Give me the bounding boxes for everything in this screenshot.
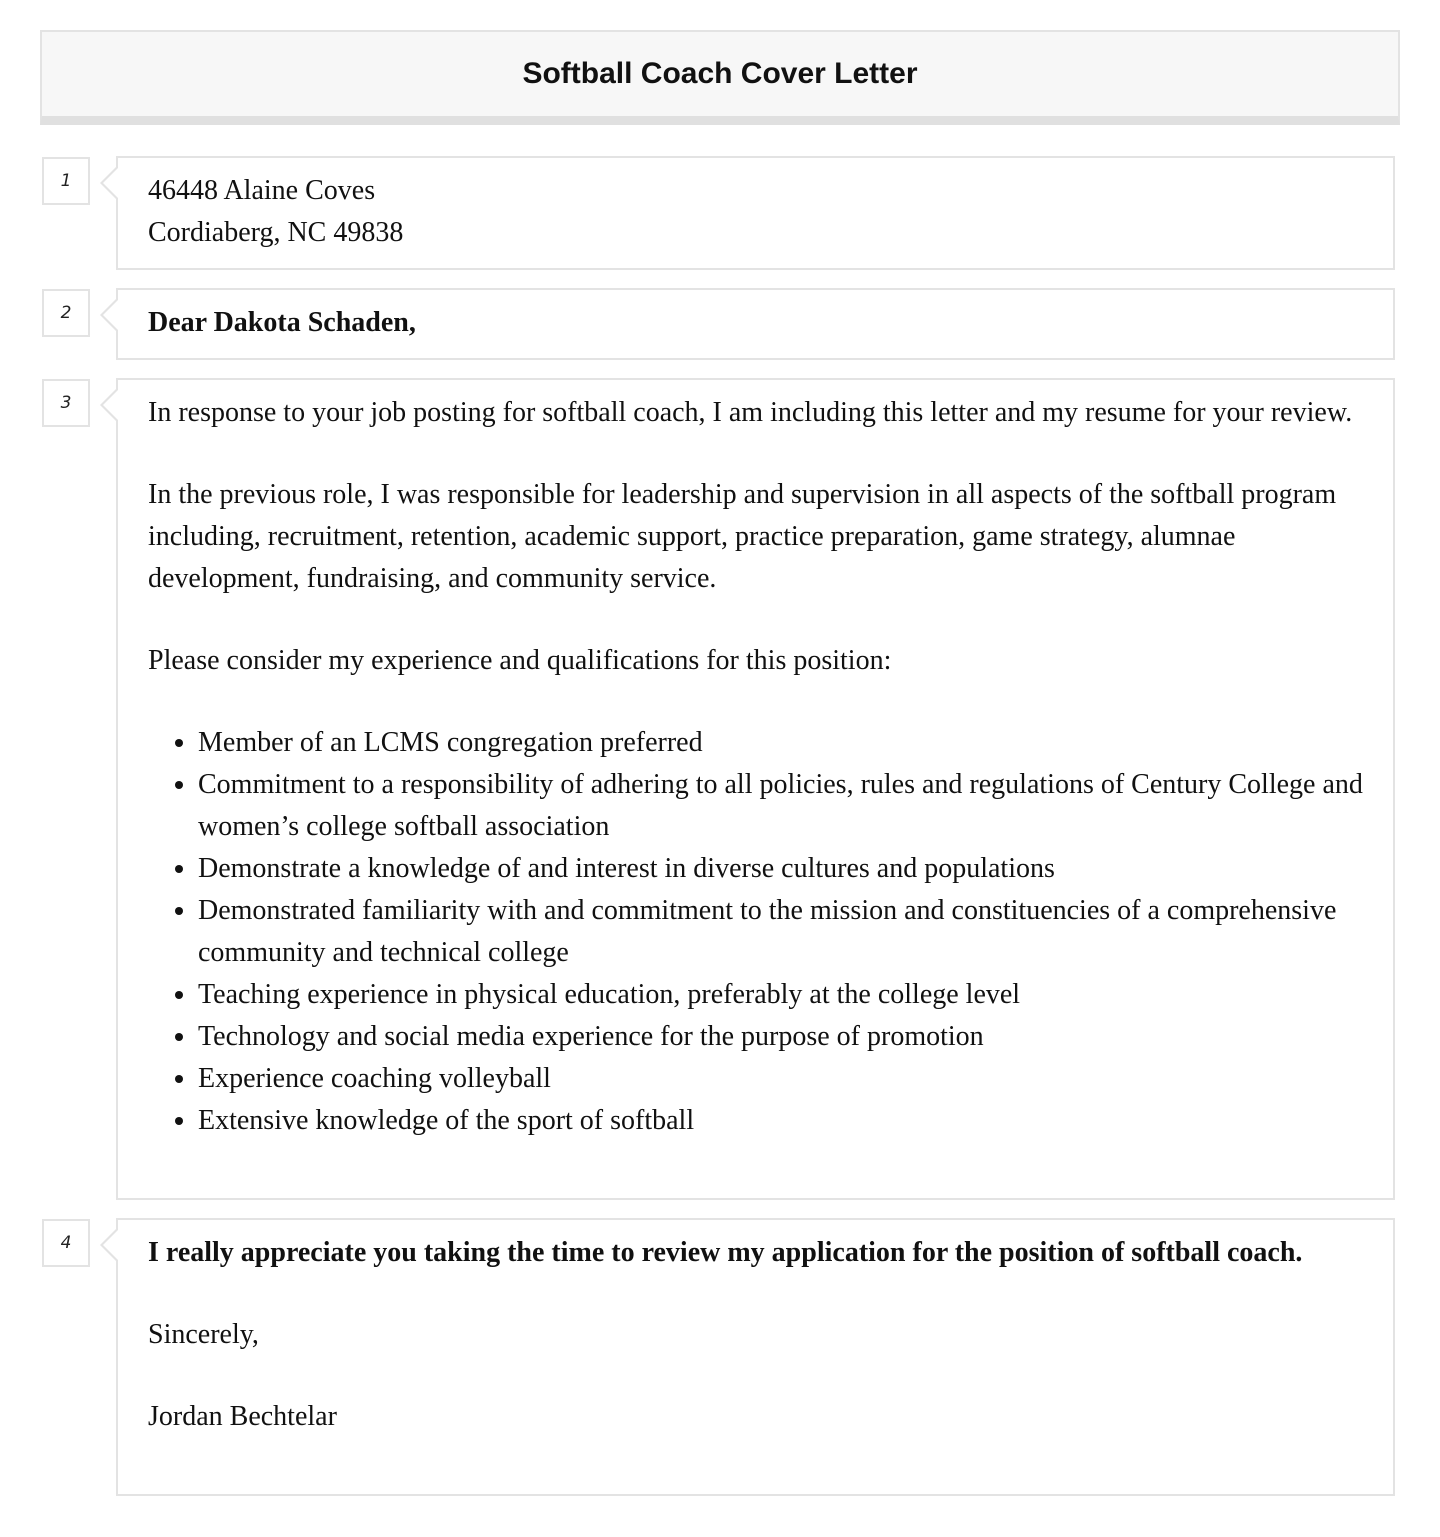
signoff: Sincerely, xyxy=(148,1319,259,1350)
address-line-1: 46448 Alaine Coves xyxy=(148,175,376,206)
closing-card xyxy=(116,1218,1395,1496)
paragraph-qualifications-intro: Please consider my experience and qualifications for this position: xyxy=(148,645,892,676)
page-title: Softball Coach Cover Letter xyxy=(522,57,918,90)
paragraph-experience: In the previous role, I was responsible for leadership and supervision in all aspects of the softball program including, recruitment, retention, academic support, practice preparation, game strategy, alumnae development, fundraising, and community service. xyxy=(148,479,1337,594)
list-item: • Member of an LCMS congregation preferred xyxy=(198,722,1363,764)
list-item: • Technology and social media experience for the purpose of promotion xyxy=(198,1016,1363,1058)
list-item: • Experience coaching volleyball xyxy=(198,1058,1363,1100)
address-line-2: Cordiaberg, NC 49838 xyxy=(148,217,404,248)
qualifications-list xyxy=(148,722,1363,1142)
body-card xyxy=(116,378,1395,1200)
list-item: • Commitment to a responsibility of adhering to all policies, rules and regulations of Century College and women’s college softball association xyxy=(198,764,1363,848)
greeting: Dear Dakota Schaden, xyxy=(148,307,416,338)
signature-name: Jordan Bechtelar xyxy=(148,1401,337,1432)
section-number: 3 xyxy=(42,379,90,427)
list-item: • Demonstrated familiarity with and commitment to the mission and constituencies of a comprehensive community and technical college xyxy=(198,890,1363,974)
section-number: 2 xyxy=(42,289,90,337)
paragraph-intro: In response to your job posting for softball coach, I am including this letter and my resume for your review. xyxy=(148,397,1353,428)
page-header xyxy=(40,30,1400,125)
address-card xyxy=(116,156,1395,270)
section-number: 1 xyxy=(42,157,90,205)
greeting-card xyxy=(116,288,1395,360)
section-number: 4 xyxy=(42,1219,90,1267)
list-item: • Teaching experience in physical education, preferably at the college level xyxy=(198,974,1363,1016)
list-item: • Extensive knowledge of the sport of softball xyxy=(198,1100,1363,1142)
list-item: • Demonstrate a knowledge of and interest in diverse cultures and populations xyxy=(198,848,1363,890)
closing-statement: I really appreciate you taking the time to review my application for the position of softball coach. xyxy=(148,1237,1303,1268)
